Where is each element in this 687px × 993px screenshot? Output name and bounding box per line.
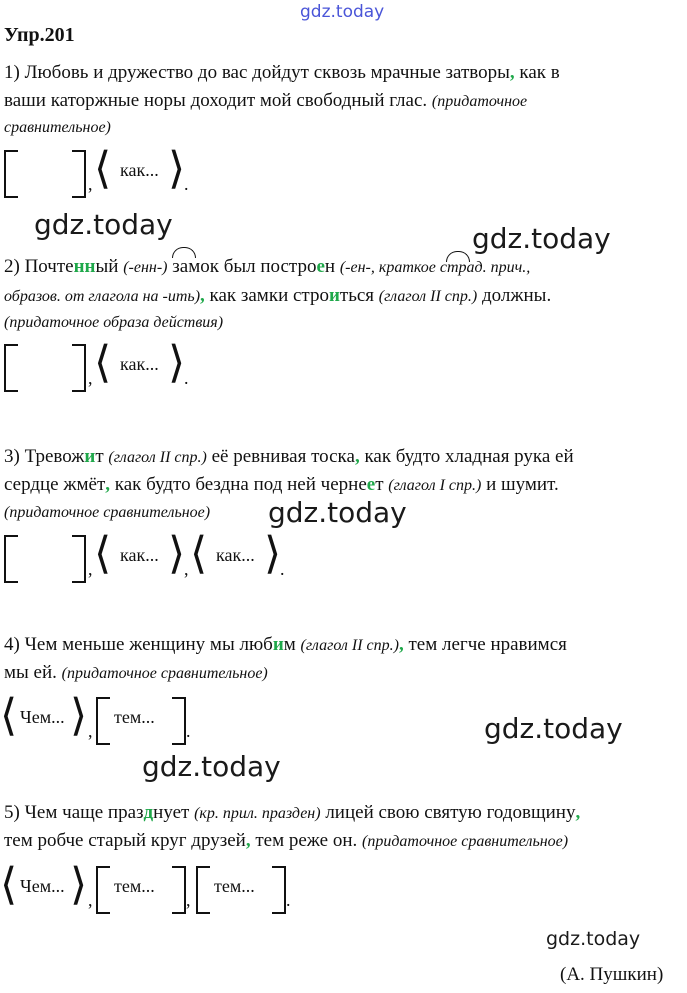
ex3-comma-highlight: , (354, 446, 360, 467)
ex5-letter-highlight: д (143, 802, 154, 823)
scheme-2 (0, 337, 687, 392)
ex2-text: как замки стро (204, 285, 329, 306)
ex3-text: т (375, 474, 389, 495)
scheme-5 (0, 859, 687, 914)
scheme-comma: , (184, 559, 189, 579)
main-clause-bracket-left (4, 535, 18, 583)
ex5-text: нует (153, 802, 195, 823)
ex1-comma-highlight: , (509, 62, 515, 83)
ex3-text: т (95, 446, 109, 467)
scheme-conjunction: Чем... (20, 707, 65, 727)
subordinate-clause-bracket-right: ⟩ (70, 859, 88, 910)
ex2-note: (придаточное образа действия) (4, 314, 224, 331)
ex1-text: как в (514, 62, 560, 83)
ex1-line1 (4, 60, 560, 86)
ex3-text: сердце жмёт (4, 474, 106, 495)
ex2-comma-highlight: , (200, 285, 205, 306)
main-clause-bracket-left (4, 150, 18, 198)
scheme-period: . (280, 559, 285, 579)
subordinate-clause-bracket-left: ⟨ (94, 528, 112, 579)
ex2-text: н (324, 256, 340, 277)
scheme-1 (0, 143, 687, 198)
scheme-comma: , (88, 721, 93, 741)
scheme-comma: , (88, 368, 93, 388)
scheme-correlate: тем... (214, 876, 255, 896)
ex1-line3 (4, 114, 111, 141)
ex5-note: (кр. прил. празден) (194, 805, 321, 822)
ex5-text: лицей свою святую годовщину (320, 802, 576, 823)
scheme-correlate: тем... (114, 707, 155, 727)
ex3-line3 (4, 499, 210, 526)
ex2-note: (глагол II спр.) (378, 288, 478, 305)
subordinate-clause-bracket-right: ⟩ (168, 337, 186, 388)
scheme-period: . (184, 368, 189, 388)
main-clause-bracket-right (272, 866, 286, 914)
watermark: gdz.today (472, 222, 611, 255)
ex3-text: её ревнивая тоска (206, 446, 355, 467)
ex5-comma-highlight: , (245, 830, 251, 851)
author-attribution: (А. Пушкин) (560, 964, 664, 985)
ex2-note: (-енн-) (123, 259, 168, 276)
ex3-comma-highlight: , (105, 474, 111, 495)
ex4-line1 (4, 632, 567, 659)
scheme-period: . (286, 890, 291, 910)
ex3-text: и шумит. (481, 474, 559, 495)
ex2-line2 (4, 283, 551, 310)
ex2-text: 2) Почте (4, 256, 74, 277)
subordinate-clause-bracket-left: ⟨ (190, 528, 208, 579)
ex3-note: (глагол I спр.) (388, 477, 482, 494)
subordinate-clause-bracket-left: ⟨ (0, 859, 18, 910)
ex3-letter-highlight: е (366, 474, 376, 495)
watermark-top: gdz.today (300, 2, 385, 22)
ex2-text: замок был постро (167, 256, 317, 277)
ex5-line2 (4, 828, 568, 855)
ex2-note: образов. от глагола на -ить) (4, 288, 201, 305)
main-clause-bracket-right (172, 697, 186, 745)
ex4-text: тем легче нравимся (403, 634, 567, 655)
ex5-text: тем робче старый круг друзей (4, 830, 246, 851)
ex2-letter-highlight: нн (73, 256, 96, 277)
ex2-letter-highlight: е (316, 256, 325, 277)
scheme-3 (0, 528, 687, 583)
ex1-note: (придаточное (431, 93, 528, 110)
main-clause-bracket-left (96, 697, 110, 745)
ex3-note: (придаточное сравнительное) (4, 504, 211, 521)
main-clause-bracket-left (196, 866, 210, 914)
main-clause-bracket-right (72, 535, 86, 583)
subordinate-clause-bracket-left: ⟨ (0, 690, 18, 741)
scheme-conjunction: Чем... (20, 876, 65, 896)
scheme-conjunction: как... (216, 545, 255, 565)
subordinate-clause-bracket-left: ⟨ (94, 143, 112, 194)
ex4-line2 (4, 660, 268, 687)
main-clause-bracket-right (172, 866, 186, 914)
ex3-text: как будто бездна под ней черне (110, 474, 367, 495)
ex2-line1 (4, 254, 530, 281)
scheme-comma: , (88, 559, 93, 579)
watermark: gdz.today (546, 928, 641, 950)
ex2-text: ый (95, 256, 124, 277)
scheme-correlate: тем... (114, 876, 155, 896)
ex2-text: ться (339, 285, 379, 306)
watermark: gdz.today (268, 496, 407, 529)
subordinate-clause-bracket-right: ⟩ (168, 143, 186, 194)
scheme-conjunction: как... (120, 160, 159, 180)
ex5-text: 5) Чем чаще праз (4, 802, 144, 823)
ex3-letter-highlight: и (84, 446, 96, 467)
ex1-line2 (4, 88, 527, 115)
ex3-line1 (4, 444, 574, 471)
main-clause-bracket-left (4, 344, 18, 392)
subordinate-clause-bracket-right: ⟩ (168, 528, 186, 579)
ex4-text: мы ей. (4, 662, 62, 683)
ex4-text: 4) Чем меньше женщину мы люб (4, 634, 273, 655)
subordinate-clause-bracket-right: ⟩ (70, 690, 88, 741)
ex5-line1 (4, 800, 580, 827)
ex4-letter-highlight: и (272, 634, 284, 655)
scheme-conjunction: как... (120, 354, 159, 374)
main-clause-bracket-left (96, 866, 110, 914)
ex2-note: (-ен-, краткое страд. прич., (339, 259, 531, 276)
watermark: gdz.today (34, 208, 173, 241)
ex1-text: ваши каторжные норы доходит мой свободный глас. (4, 90, 432, 111)
subordinate-clause-bracket-left: ⟨ (94, 337, 112, 388)
scheme-comma: , (88, 174, 93, 194)
ex2-line3 (4, 309, 223, 336)
scheme-conjunction: как... (120, 545, 159, 565)
ex5-text: тем реже он. (250, 830, 362, 851)
ex3-line2 (4, 472, 559, 499)
main-clause-bracket-right (72, 344, 86, 392)
ex4-note: (придаточное сравнительное) (61, 665, 268, 682)
watermark: gdz.today (484, 712, 623, 745)
subordinate-clause-bracket-right: ⟩ (264, 528, 282, 579)
ex2-text: должны. (477, 285, 552, 306)
scheme-comma: , (88, 890, 93, 910)
watermark: gdz.today (142, 750, 281, 783)
exercise-title: Упр.201 (4, 24, 75, 46)
scheme-period: . (184, 174, 189, 194)
scheme-comma: , (186, 890, 191, 910)
ex4-comma-highlight: , (398, 634, 404, 655)
main-clause-bracket-right (72, 150, 86, 198)
ex1-text: 1) Любовь и дружество до вас дойдут сквозь мрачные затворы (4, 62, 510, 83)
ex3-text: как будто хладная рука ей (359, 446, 574, 467)
scheme-period: . (186, 721, 191, 741)
ex5-note: (придаточное сравнительное) (362, 833, 569, 850)
ex3-note: (глагол II спр.) (108, 449, 207, 466)
ex3-text: 3) Тревож (4, 446, 85, 467)
ex4-note: (глагол II спр.) (300, 637, 399, 654)
ex1-note: сравнительное) (4, 119, 111, 136)
ex4-text: м (283, 634, 301, 655)
ex5-comma-highlight: , (575, 802, 581, 823)
ex2-letter-highlight: и (328, 285, 340, 306)
